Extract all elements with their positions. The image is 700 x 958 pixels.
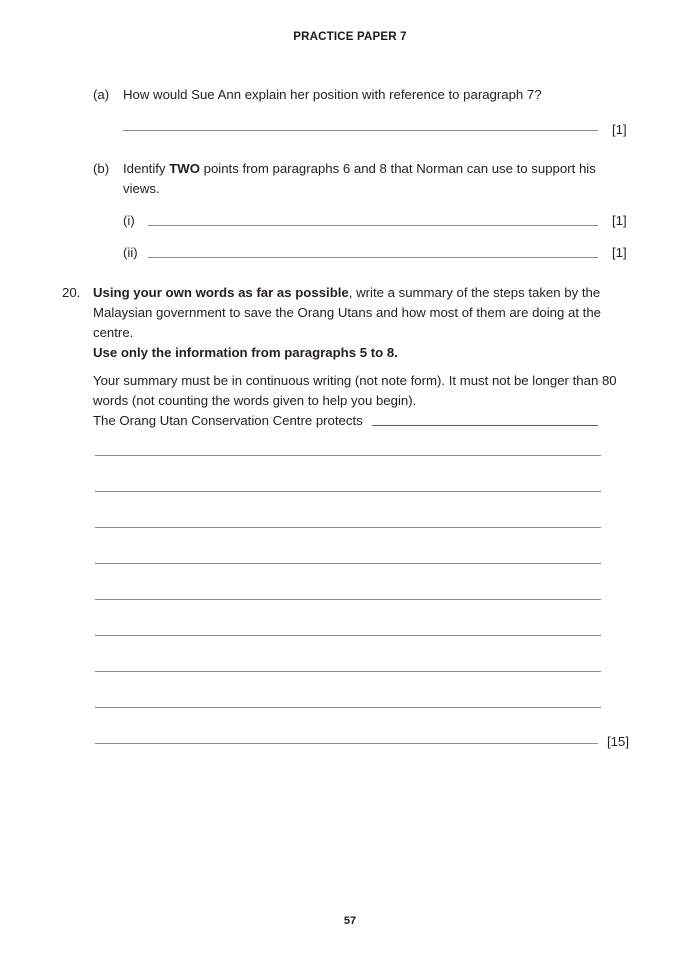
part-a-label: (a)	[93, 87, 110, 102]
mark-question-20: [15]	[607, 734, 629, 749]
summary-answer-line-1[interactable]	[95, 455, 601, 456]
mark-b-i: [1]	[612, 213, 627, 228]
mark-a: [1]	[612, 122, 627, 137]
question-20-lead-rest: , write a summary of the steps taken by the Malaysian government to save the Orang Utans and how most of them are doing at the centre.	[93, 285, 602, 340]
question-part-b	[93, 159, 633, 199]
question-20-body	[93, 283, 622, 411]
paragraph-spacer	[93, 363, 622, 371]
sub-item-ii-label: (ii)	[123, 245, 138, 260]
answer-line-b-ii[interactable]	[148, 257, 598, 258]
question-part-a	[93, 85, 633, 105]
question-20-number: 20.	[62, 285, 81, 300]
sub-item-ii	[123, 243, 148, 263]
question-20-lead-bold: Using your own words as far as possible	[93, 285, 349, 300]
running-head: PRACTICE PAPER 7	[293, 31, 407, 43]
summary-answer-line-6[interactable]	[95, 635, 601, 636]
sub-item-i	[123, 211, 148, 231]
summary-starter-line[interactable]	[372, 425, 598, 426]
part-b-text-after: points from paragraphs 6 and 8 that Norman can use to support his views.	[123, 161, 596, 196]
answer-line-b-i[interactable]	[148, 225, 598, 226]
summary-answer-line-7[interactable]	[95, 671, 601, 672]
question-20-instruction-bold: Use only the information from paragraphs 5 to 8.	[93, 345, 398, 360]
summary-answer-line-9[interactable]	[95, 743, 598, 744]
mark-b-ii: [1]	[612, 245, 627, 260]
summary-answer-line-8[interactable]	[95, 707, 601, 708]
part-b-text-bold: TWO	[169, 161, 200, 176]
question-20-instruction	[93, 343, 622, 363]
summary-answer-line-2[interactable]	[95, 491, 601, 492]
page-number: 57	[343, 915, 357, 927]
summary-answer-line-5[interactable]	[95, 599, 601, 600]
part-a-text: How would Sue Ann explain her position with reference to paragraph 7?	[123, 87, 542, 102]
summary-answer-line-4[interactable]	[95, 563, 601, 564]
summary-answer-line-3[interactable]	[95, 527, 601, 528]
question-20-lead	[93, 283, 622, 343]
question-20-note: Your summary must be in continuous writing (not note form). It must not be longer than 80 words (not counting the words given to help you begin).	[93, 373, 617, 408]
part-b-label: (b)	[93, 161, 110, 176]
part-b-text	[123, 159, 613, 199]
summary-starter-text: The Orang Utan Conservation Centre protects	[93, 413, 363, 428]
answer-line-a[interactable]	[123, 130, 598, 131]
question-20	[62, 283, 632, 411]
part-b-text-before: Identify	[123, 161, 170, 176]
sub-item-i-label: (i)	[123, 213, 135, 228]
